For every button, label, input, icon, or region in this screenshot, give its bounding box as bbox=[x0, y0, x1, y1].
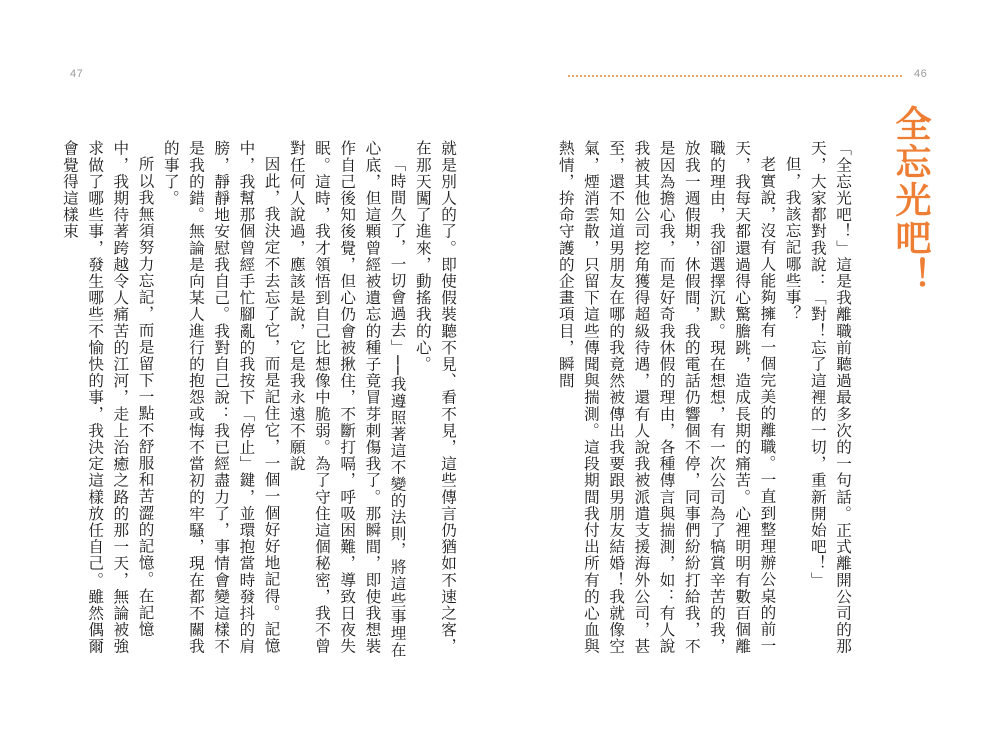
right-page-body bbox=[555, 140, 855, 665]
left-page-body bbox=[60, 140, 460, 665]
page-number-right: 46 bbox=[914, 68, 928, 80]
page-number-left: 47 bbox=[70, 68, 84, 80]
paragraph: 但，我該忘記哪些事？ bbox=[783, 155, 802, 322]
chapter-title: 全忘光吧！ bbox=[890, 105, 931, 295]
paragraph: 因此，我決定不去忘了它，而是記住它，一個一個好好地記得。記憶中，我幫那個曾經手忙腳亂的我按下「停止」鍵，並環抱當時發抖的肩膀，靜靜地安慰我自己。我對自己說：我已經盡力了，事情會變這樣不是我的錯。無論是向某人進行的抱怨或悔不當初的牢騷，現在都不關我的事了。 bbox=[161, 140, 281, 655]
dotted-header-rule bbox=[568, 75, 902, 77]
paragraph: 「時間久了，一切會過去」──我遵照著這不變的法則，將這些事埋在心底，但這顆曾經被遺忘的種子竟冒芽刺傷我了。那瞬間，即使我想裝作自己後知後覺，但心仍會被揪住，不斷打嗝，呼吸困難，導致日夜失眠。這時，我才領悟到自己比想像中脆弱。為了守住這個秘密，我不曾對任何人說過，應該是說，它是我永遠不願說 bbox=[287, 140, 407, 658]
paragraph: 就是別人的了。即使假裝聽不見、看不見，這些傳言仍猶如不速之客，在那天闖了進來，動搖我的心。 bbox=[413, 140, 457, 655]
paragraph: 老實說，沒有人能夠擁有一個完美的離職。一直到整理辦公桌的前一天，我每天都還過得心驚膽跳，造成長期的痛苦。心裡明明有數百個離職的理由，我卻選擇沉默。現在想想，有一次公司為了犒賞辛苦的我，放我一週假期，休假間，我的電話仍響個不停，同事們紛紛打給我，不是因為擔心我，而是好奇我休假的理由，各種傳言與揣測，如：有人說我被其他公司挖角獲得超級待遇，還有人說我被派遣支援海外公司，甚至，還不知道男朋友在哪的我竟然被傳出我要跟男朋友結婚！我就像空氣，煙消雲散，只留下這些傳聞與揣測。這段期間我付出所有的心血與熱情，拚命守護的企畫項目，瞬間 bbox=[556, 140, 777, 655]
paragraph: 「全忘光吧！」這是我離職前聽過最多次的一句話。正式離開公司的那天，大家都對我說：「對！忘了這裡的一切，重新開始吧！」 bbox=[808, 140, 852, 655]
paragraph: 所以我無須努力忘記，而是留下一點不舒服和苦澀的記憶。在記憶中，我期待著跨越令人痛苦的江河，走上治癒之路的那一天，無論被強求做了哪些事，發生哪些不愉快的事，我決定這樣放任自己。雖然偶爾會覺得這樣束 bbox=[60, 140, 155, 655]
